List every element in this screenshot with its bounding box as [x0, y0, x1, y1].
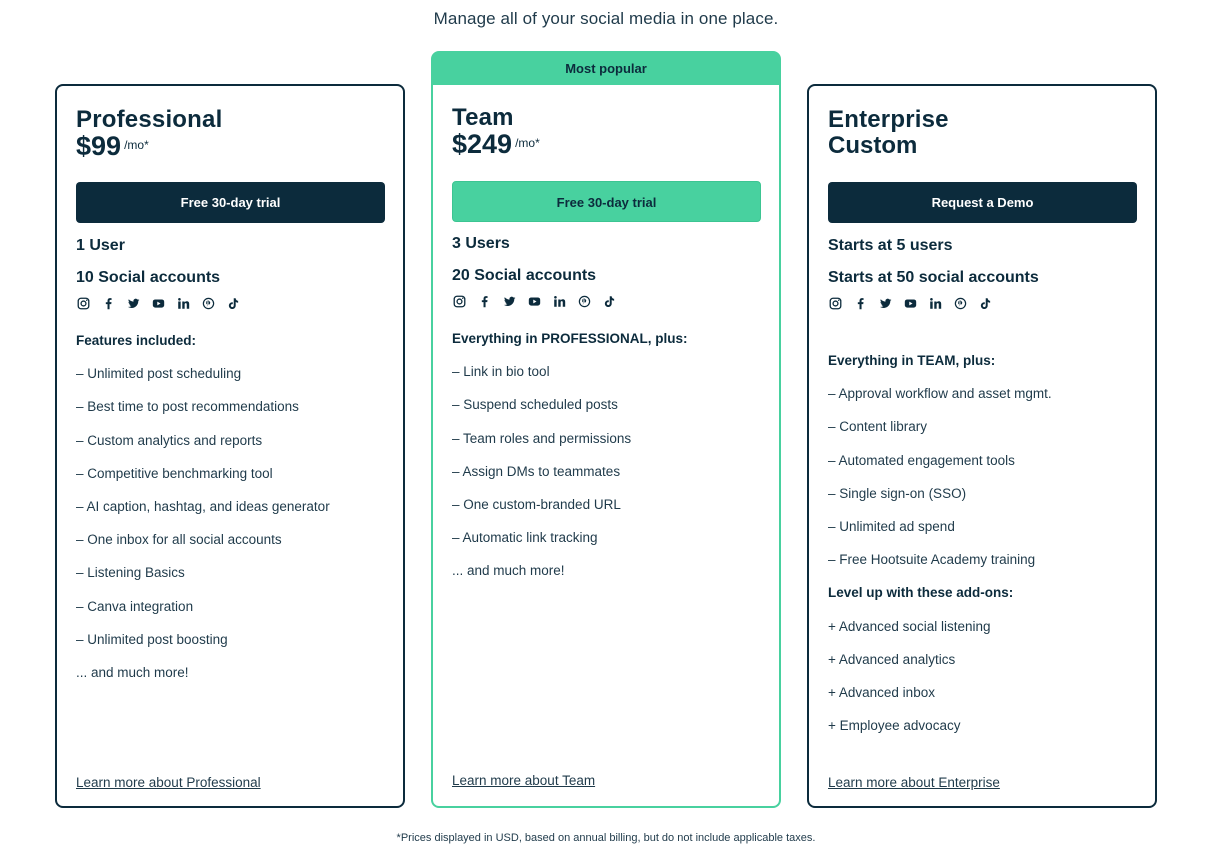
feature-item: – Unlimited post boosting [76, 631, 228, 647]
feature-item: ... and much more! [452, 563, 565, 579]
feature-item: – Automatic link tracking [452, 530, 598, 546]
pinterest-icon [953, 296, 968, 311]
plan-name: Enterprise [828, 106, 949, 133]
feature-item: + Advanced analytics [828, 651, 956, 667]
plan-card-enterprise [807, 84, 1157, 808]
learn-more-professional-link[interactable]: Learn more about Professional [76, 775, 261, 790]
most-popular-badge: Most popular [431, 51, 781, 85]
plan-price: $249 $^{/mo*}$ [452, 129, 540, 159]
tiktok-icon [226, 296, 241, 311]
feature-item: Everything in TEAM, plus: [828, 353, 996, 368]
feature-list [828, 352, 1052, 750]
plan-users: Starts at 5 users [828, 237, 953, 254]
feature-item: – Suspend scheduled posts [452, 397, 618, 413]
plan-card-team [431, 85, 781, 808]
plan-accounts: 20 Social accounts [452, 267, 597, 284]
youtube-icon [903, 296, 918, 311]
social-icons-row [828, 296, 993, 311]
feature-item: – Canva integration [76, 598, 194, 614]
facebook-icon [477, 294, 492, 309]
feature-item: – One custom-branded URL [452, 496, 621, 512]
linkedin-icon [552, 294, 567, 309]
feature-item: Everything in PROFESSIONAL, plus: [452, 331, 688, 346]
plan-users: 3 Users [452, 235, 510, 252]
feature-item: + Advanced inbox [828, 684, 935, 700]
youtube-icon [151, 296, 166, 311]
free-trial-button[interactable]: Free 30-day trial [452, 181, 761, 222]
plan-users: 1 User [76, 237, 125, 254]
pinterest-icon [201, 296, 216, 311]
feature-item: – Link in bio tool [452, 364, 550, 380]
plan-card-professional [55, 84, 405, 808]
feature-item: – Free Hootsuite Academy training [828, 552, 1036, 568]
feature-item: – Best time to post recommendations [76, 399, 299, 415]
tiktok-icon [602, 294, 617, 309]
feature-item: – Competitive benchmarking tool [76, 465, 273, 481]
plan-name: Team [452, 104, 514, 131]
page-tagline: Manage all of your social media in one place. [433, 9, 779, 28]
youtube-icon [527, 294, 542, 309]
twitter-icon [878, 296, 893, 311]
learn-more-team-link[interactable]: Learn more about Team [452, 773, 596, 788]
instagram-icon [76, 296, 91, 311]
facebook-icon [853, 296, 868, 311]
facebook-icon [101, 296, 116, 311]
feature-item: – AI caption, hashtag, and ideas generator [76, 498, 330, 514]
free-trial-button[interactable]: Free 30-day trial [76, 182, 385, 223]
feature-item: – Automated engagement tools [828, 452, 1015, 468]
feature-item: + Employee advocacy [828, 718, 961, 734]
feature-item: – Single sign-on (SSO) [828, 485, 967, 501]
plan-accounts: Starts at 50 social accounts [828, 269, 1039, 286]
feature-item: – Content library [828, 419, 928, 435]
feature-list [76, 332, 330, 697]
pinterest-icon [577, 294, 592, 309]
feature-item: – Team roles and permissions [452, 430, 632, 446]
twitter-icon [502, 294, 517, 309]
feature-item: – Custom analytics and reports [76, 432, 263, 448]
twitter-icon [126, 296, 141, 311]
instagram-icon [828, 296, 843, 311]
request-demo-button[interactable]: Request a Demo [828, 182, 1137, 223]
feature-item: Features included: [76, 333, 197, 348]
feature-item: ... and much more! [76, 664, 189, 680]
social-icons-row [76, 296, 241, 311]
feature-item: – Assign DMs to teammates [452, 463, 621, 479]
linkedin-icon [928, 296, 943, 311]
pricing-footnote: *Prices displayed in USD, based on annual billing, but do not include applicable taxes. [396, 832, 816, 844]
tiktok-icon [978, 296, 993, 311]
plan-name: Professional [76, 106, 223, 133]
plan-price: $99 $^{/mo*}$ [76, 131, 149, 161]
feature-item: – Unlimited post scheduling [76, 366, 242, 382]
feature-item: – Unlimited ad spend [828, 518, 955, 534]
feature-list [452, 330, 688, 596]
feature-item: – Approval workflow and asset mgmt. [828, 386, 1052, 402]
feature-item: + Advanced social listening [828, 618, 991, 634]
social-icons-row [452, 294, 617, 309]
feature-item: Level up with these add-ons: [828, 585, 1014, 601]
instagram-icon [452, 294, 467, 309]
plan-price: Custom [828, 132, 918, 159]
learn-more-enterprise-link[interactable]: Learn more about Enterprise [828, 775, 1000, 790]
plan-accounts: 10 Social accounts [76, 269, 221, 286]
feature-item: – One inbox for all social accounts [76, 532, 282, 548]
feature-item: – Listening Basics [76, 565, 185, 581]
linkedin-icon [176, 296, 191, 311]
